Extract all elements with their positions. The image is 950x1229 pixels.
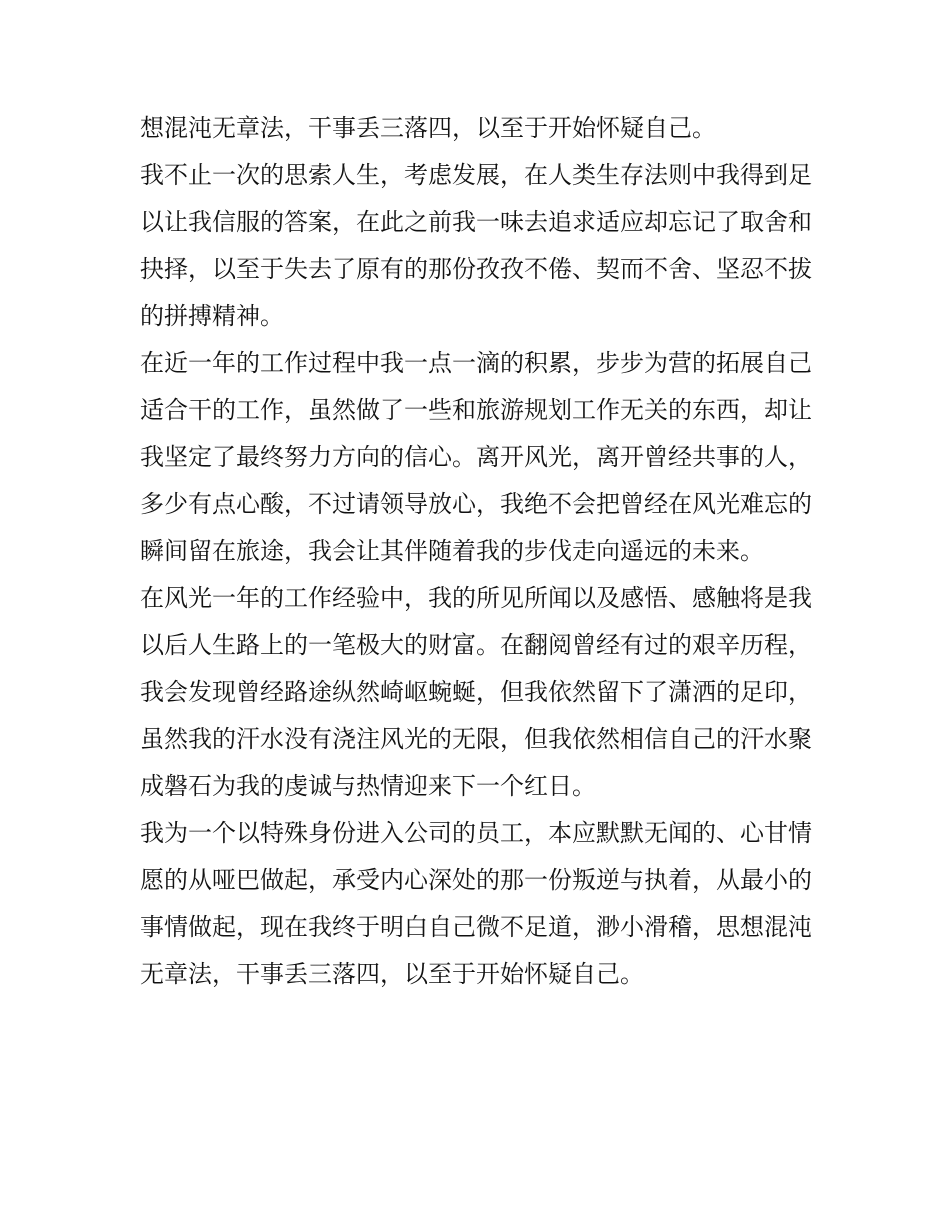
paragraph-1: 想混沌无章法，干事丢三落四，以至于开始怀疑自己。 [140,114,716,142]
paragraph-2: 我不止一次的思索人生，考虑发展，在人类生存法则中我得到足以让我信服的答案，在此之前我一味去追求适应却忘记了取舍和抉择，以至于失去了原有的那份孜孜不倦、契而不舍、坚忍不拔的拼搏精神。 [140,161,812,330]
paragraph-5: 我为一个以特殊身份进入公司的员工，本应默默无闻的、心甘情愿的从哑巴做起，承受内心深处的那一份叛逆与执着，从最小的事情做起，现在我终于明白自己微不足道，渺小滑稽，思想混沌无章法，干事丢三落四，以至于开始怀疑自己。 [140,819,812,988]
paragraph-3: 在近一年的工作过程中我一点一滴的积累，步步为营的拓展自己适合干的工作，虽然做了一些和旅游规划工作无关的东西，却让我坚定了最终努力方向的信心。离开风光，离开曾经共事的人，多少有点心酸，不过请领导放心，我绝不会把曾经在风光难忘的瞬间留在旅途，我会让其伴随着我的步伐走向遥远的未来。 [140,349,812,565]
paragraph-4: 在风光一年的工作经验中，我的所见所闻以及感悟、感触将是我以后人生路上的一笔极大的财富。在翻阅曾经有过的艰辛历程，我会发现曾经路途纵然崎岖蜿蜒，但我依然留下了潇洒的足印，虽然我的汗水没有浇注风光的无限，但我依然相信自己的汗水聚成磐石为我的虔诚与热情迎来下一个红日。 [140,584,812,800]
document-body [140,105,812,998]
